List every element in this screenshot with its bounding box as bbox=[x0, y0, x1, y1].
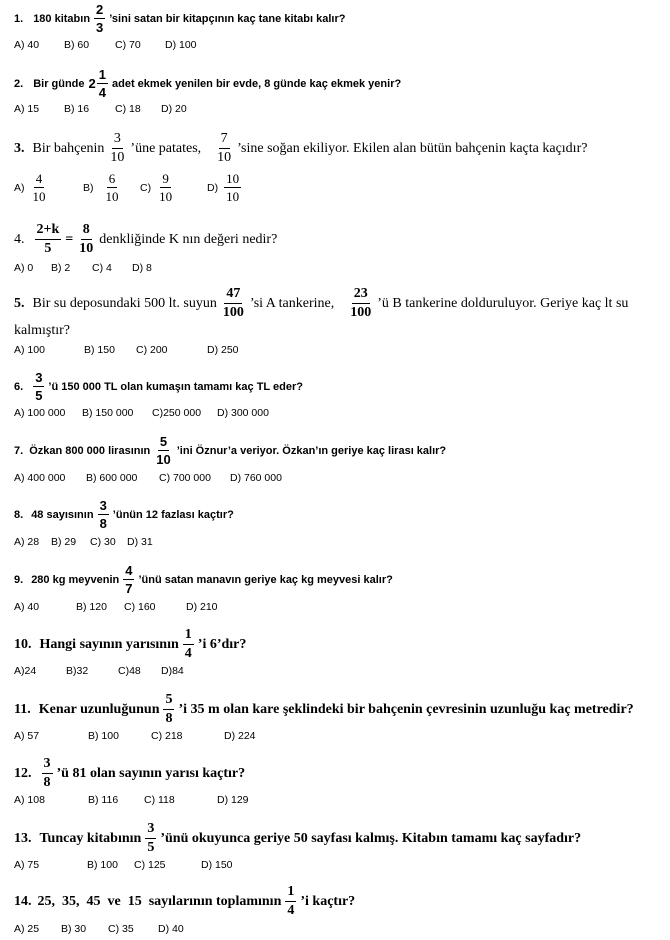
question-text: ’ünün 12 fazlası kaçtır? bbox=[112, 508, 234, 521]
question-number: 13. bbox=[14, 830, 32, 846]
option-d[interactable]: D) 210 bbox=[186, 601, 218, 613]
question-1 bbox=[14, 3, 670, 34]
option-d[interactable]: D) 129 bbox=[217, 794, 249, 806]
fraction: $\frac{2+k}{5}$ bbox=[36, 222, 60, 256]
option-a[interactable]: A) 15 bbox=[14, 103, 40, 115]
option-a[interactable]: A) 400 000 bbox=[14, 472, 66, 484]
question-text: Kenar uzunluğunun bbox=[38, 701, 160, 717]
option-b[interactable]: B) 150 000 bbox=[82, 407, 134, 419]
fraction: $\frac{3}{5}$ bbox=[35, 370, 43, 403]
fraction: $\frac{47}{100}$ bbox=[222, 286, 244, 320]
option-c[interactable]: C) 70 bbox=[115, 39, 141, 51]
fraction: $\frac{1}{4}$ bbox=[287, 884, 295, 918]
fraction: $\frac{7}{10}$ bbox=[217, 131, 232, 165]
option-b[interactable]: B) 29 bbox=[51, 536, 77, 548]
question-text: ’sine soğan ekiliyor. Ekilen alan bütün bahçenin kaçta kaçıdır? bbox=[237, 140, 588, 156]
question-text: ’i kaçtır? bbox=[300, 893, 356, 909]
fraction: $\frac{3}{10}$ bbox=[110, 131, 125, 165]
option-b[interactable]: B)32 bbox=[66, 665, 89, 677]
fraction: $\frac{3}{8}$ bbox=[43, 756, 51, 790]
option-c[interactable]: C) 200 bbox=[136, 344, 168, 356]
fraction: $\frac{5}{10}$ bbox=[156, 434, 171, 467]
option-a[interactable]: A) 108 bbox=[14, 794, 45, 806]
question-text: ’i 6’dır? bbox=[197, 636, 247, 652]
question-text: adet ekmek yenilen bir evde, 8 günde kaç ekmek yenir? bbox=[112, 77, 402, 90]
question-8 bbox=[14, 499, 670, 530]
option-c[interactable]: C) 118 bbox=[144, 794, 175, 806]
option-a[interactable]: A) 100 bbox=[14, 344, 45, 356]
question-text: 280 kg meyvenin bbox=[31, 573, 120, 586]
option-d[interactable]: D) 224 bbox=[224, 730, 256, 742]
question-text: Bir bahçenin bbox=[32, 140, 105, 156]
option-b[interactable]: B) 100 bbox=[88, 730, 119, 742]
option-d[interactable]: D)84 bbox=[161, 665, 184, 677]
question-number: 11. bbox=[14, 701, 31, 717]
option-b[interactable]: B) 60 bbox=[64, 39, 90, 51]
question-number: 3. bbox=[14, 140, 25, 156]
option-c[interactable]: C) 218 bbox=[151, 730, 183, 742]
fraction: $\frac{23}{100}$ bbox=[350, 286, 372, 320]
mixed-number: 2 $\frac{1}{4}$ bbox=[88, 67, 106, 100]
option-d[interactable]: D) 31 bbox=[127, 536, 153, 548]
option-b[interactable]: B) 2 bbox=[51, 262, 71, 274]
question-text: Tuncay kitabının bbox=[39, 830, 142, 846]
question-number: 8. bbox=[14, 508, 24, 521]
question-text: ’ini Öznur’a veriyor. Özkan’ın geriye kaç lirası kalır? bbox=[176, 444, 447, 457]
question-text: denkliğinde K nın değeri nedir? bbox=[99, 231, 278, 247]
question-number: 4. bbox=[14, 231, 25, 247]
option-d[interactable]: D) 250 bbox=[207, 344, 239, 356]
fraction: $\frac{2}{3}$ bbox=[96, 2, 104, 35]
option-c[interactable]: C) 30 bbox=[90, 536, 116, 548]
option-c[interactable]: C) 125 bbox=[134, 859, 166, 871]
option-d[interactable]: D) 760 000 bbox=[230, 472, 282, 484]
fraction: $\frac{1}{4}$ bbox=[184, 627, 192, 661]
question-number: 12. bbox=[14, 765, 32, 781]
question-text-continued: kalmıştır? bbox=[14, 323, 70, 338]
question-4 bbox=[14, 223, 670, 256]
question-text: ’ü 150 000 TL olan kumaşın tamamı kaç TL eder? bbox=[48, 380, 303, 393]
question-9 bbox=[14, 564, 670, 595]
question-text: Hangi sayının yarısının bbox=[39, 636, 179, 652]
option-c[interactable]: C)48 bbox=[118, 665, 141, 677]
option-d[interactable]: D) $\frac{10}{10}$ bbox=[207, 171, 240, 204]
fraction: $\frac{4}{7}$ bbox=[125, 563, 133, 596]
fraction: $\frac{5}{8}$ bbox=[165, 692, 173, 726]
question-number: 5. bbox=[14, 295, 25, 311]
option-a[interactable]: A) 57 bbox=[14, 730, 40, 742]
option-b[interactable]: B) 100 bbox=[87, 859, 118, 871]
option-b[interactable]: B) 600 000 bbox=[86, 472, 138, 484]
question-11 bbox=[14, 693, 670, 726]
option-b[interactable]: B) 116 bbox=[88, 794, 119, 806]
question-text: 25, 35, 45 ve 15 sayılarının toplamının bbox=[37, 893, 282, 909]
question-2 bbox=[14, 68, 670, 99]
option-a[interactable]: A) $\frac{4}{10}$ bbox=[14, 171, 46, 204]
option-d[interactable]: D) 40 bbox=[158, 923, 184, 935]
option-c[interactable]: C) $\frac{9}{10}$ bbox=[140, 171, 173, 204]
option-a[interactable]: A)24 bbox=[14, 665, 37, 677]
question-text: ’ünü okuyunca geriye 50 sayfası kalmış. Kitabın tamamı kaç sayfadır? bbox=[160, 830, 582, 846]
option-d[interactable]: D) 8 bbox=[132, 262, 152, 274]
question-number: 7. bbox=[14, 444, 24, 457]
question-text: Bir su deposundaki 500 lt. suyun bbox=[32, 295, 217, 311]
question-text: ’sini satan bir kitapçının kaç tane kitabı kalır? bbox=[109, 12, 346, 25]
question-number: 6. bbox=[14, 380, 24, 393]
question-text: 180 kitabın bbox=[33, 12, 91, 25]
question-number: 10. bbox=[14, 636, 32, 652]
option-a[interactable]: A) 40 bbox=[14, 601, 40, 613]
option-b[interactable]: B) 16 bbox=[64, 103, 90, 115]
option-b[interactable]: B) $\frac{6}{10}$ bbox=[83, 171, 119, 204]
option-b[interactable]: B) 120 bbox=[76, 601, 107, 613]
option-a[interactable]: A) 0 bbox=[14, 262, 34, 274]
option-b[interactable]: B) 30 bbox=[61, 923, 87, 935]
option-c[interactable]: C) 18 bbox=[115, 103, 141, 115]
option-a[interactable]: A) 40 bbox=[14, 39, 40, 51]
fraction: $\frac{3}{5}$ bbox=[147, 821, 155, 855]
option-c[interactable]: C)250 000 bbox=[152, 407, 202, 419]
option-d[interactable]: D) 150 bbox=[201, 859, 233, 871]
question-text: 48 sayısının bbox=[31, 508, 94, 521]
option-a[interactable]: A) 75 bbox=[14, 859, 40, 871]
question-text: ’i 35 m olan kare şeklindeki bir bahçenin çevresinin uzunluğu kaç metredir? bbox=[178, 701, 634, 717]
option-d[interactable]: D) 20 bbox=[161, 103, 187, 115]
question-text: ’ü B tankerine dolduruluyor. Geriye kaç lt su bbox=[377, 295, 629, 311]
question-text: Özkan 800 000 lirasının bbox=[29, 444, 151, 457]
option-c[interactable]: C) 4 bbox=[92, 262, 112, 274]
question-number: 1. bbox=[14, 12, 24, 25]
question-12 bbox=[14, 757, 670, 790]
question-text: ’üne patates, bbox=[130, 140, 202, 156]
question-7 bbox=[14, 435, 670, 466]
question-text: ’si A tankerine, bbox=[249, 295, 335, 311]
option-b[interactable]: B) 150 bbox=[84, 344, 115, 356]
option-c[interactable]: C) 700 000 bbox=[159, 472, 211, 484]
question-number: 14. bbox=[14, 893, 32, 909]
equals-sign: = bbox=[65, 231, 74, 247]
option-d[interactable]: D) 300 000 bbox=[217, 407, 269, 419]
question-10 bbox=[14, 628, 670, 661]
question-5 bbox=[14, 287, 670, 320]
option-a[interactable]: A) 28 bbox=[14, 536, 40, 548]
fraction: $\frac{3}{8}$ bbox=[99, 498, 107, 531]
option-a[interactable]: A) 25 bbox=[14, 923, 40, 935]
option-c[interactable]: C) 35 bbox=[108, 923, 134, 935]
question-number: 2. bbox=[14, 77, 24, 90]
question-3 bbox=[14, 132, 670, 165]
question-13 bbox=[14, 822, 670, 855]
question-text: ’ü 81 olan sayının yarısı kaçtır? bbox=[56, 765, 246, 781]
question-text: ’ünü satan manavın geriye kaç kg meyvesi kalır? bbox=[138, 573, 393, 586]
question-text: Bir günde bbox=[33, 77, 85, 90]
fraction: $\frac{8}{10}$ bbox=[79, 222, 94, 256]
option-d[interactable]: D) 100 bbox=[165, 39, 197, 51]
question-6 bbox=[14, 371, 670, 402]
question-number: 9. bbox=[14, 573, 24, 586]
question-14 bbox=[14, 885, 670, 918]
option-a[interactable]: A) 100 000 bbox=[14, 407, 66, 419]
option-c[interactable]: C) 160 bbox=[124, 601, 156, 613]
